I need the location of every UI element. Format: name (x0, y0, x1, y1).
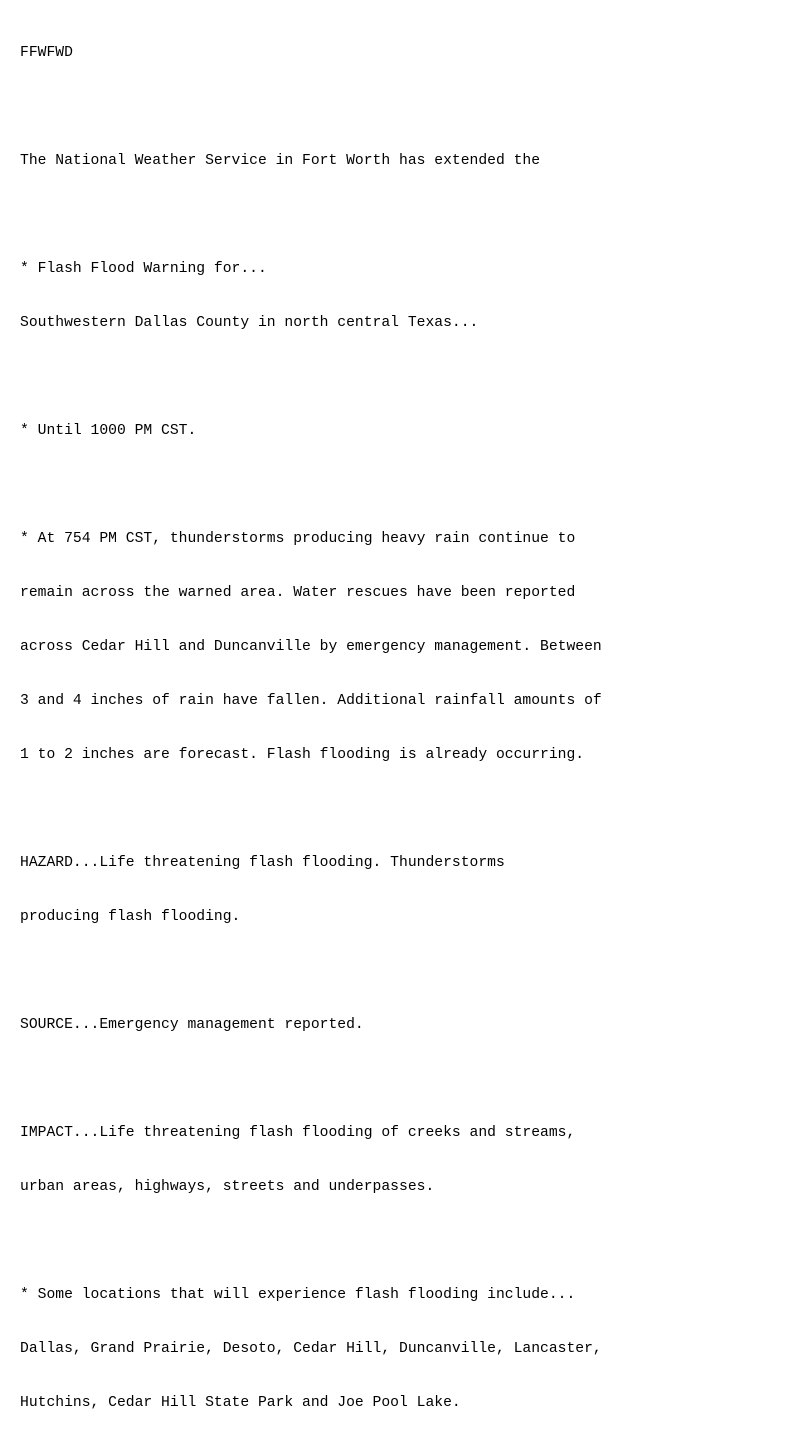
locations-line: Hutchins, Cedar Hill State Park and Joe Pool Lake. (20, 1395, 461, 1411)
impact-line: urban areas, highways, streets and underpasses. (20, 1179, 435, 1195)
blank-line (20, 368, 800, 386)
hazard-line: HAZARD...Life threatening flash flooding. Thunderstorms (20, 855, 505, 871)
blank-line (20, 1070, 800, 1088)
situation-line: * At 754 PM CST, thunderstorms producing heavy rain continue to (20, 531, 576, 547)
locations-line: * Some locations that will experience flash flooding include... (20, 1287, 576, 1303)
until-line: * Until 1000 PM CST. (20, 423, 197, 439)
situation-line: remain across the warned area. Water rescues have been reported (20, 585, 576, 601)
situation-line: 3 and 4 inches of rain have fallen. Additional rainfall amounts of (20, 693, 602, 709)
intro-line: The National Weather Service in Fort Worth has extended the (20, 153, 541, 169)
blank-line (20, 1232, 800, 1250)
blank-line (20, 206, 800, 224)
situation-line: across Cedar Hill and Duncanville by emergency management. Between (20, 639, 602, 655)
blank-line (20, 98, 800, 116)
product-id: FFWFWD (20, 45, 73, 61)
warning-type-line: * Flash Flood Warning for... (20, 261, 267, 277)
warning-area-line: Southwestern Dallas County in north central Texas... (20, 315, 479, 331)
blank-line (20, 476, 800, 494)
situation-line: 1 to 2 inches are forecast. Flash flooding is already occurring. (20, 747, 585, 763)
hazard-line: producing flash flooding. (20, 909, 241, 925)
blank-line (20, 800, 800, 818)
source-line: SOURCE...Emergency management reported. (20, 1017, 364, 1033)
locations-line: Dallas, Grand Prairie, Desoto, Cedar Hill, Duncanville, Lancaster, (20, 1341, 602, 1357)
impact-line: IMPACT...Life threatening flash flooding of creeks and streams, (20, 1125, 576, 1141)
blank-line (20, 962, 800, 980)
